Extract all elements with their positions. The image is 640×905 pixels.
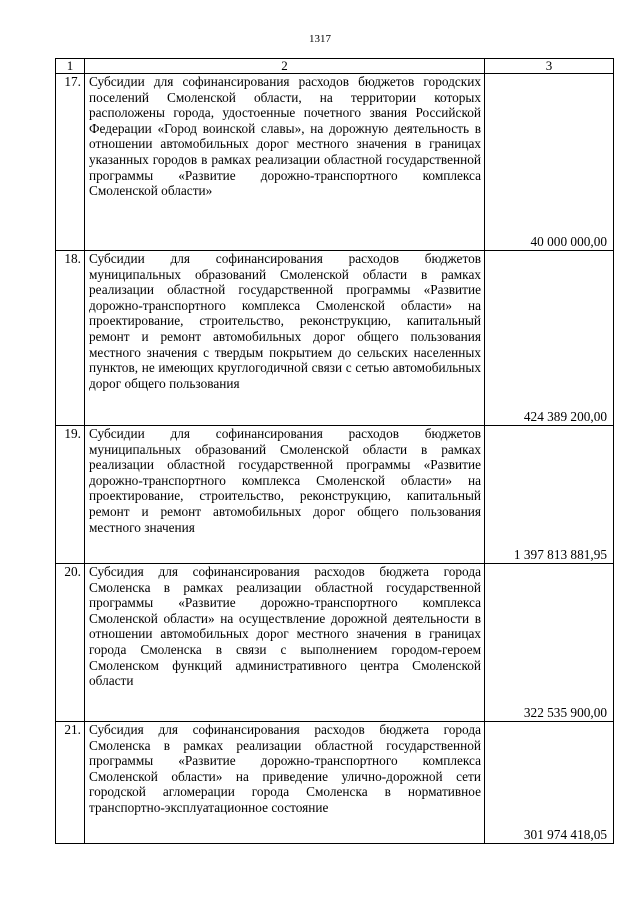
- row-number: 18.: [56, 251, 85, 426]
- budget-table: [55, 58, 614, 844]
- row-amount: 322 535 900,00: [485, 564, 614, 722]
- row-amount: 1 397 813 881,95: [485, 426, 614, 564]
- row-description: Субсидии для софинансирования расходов бюджетов муниципальных образований Смоленской области в рамках реализации областной государственной программы «Развитие дорожно-транспортного комплекса Смоленской области» на проектирование, строительство, реконструкцию, капитальный ремонт и ремонт автомобильных дорог общего пользования местного значения: [85, 426, 485, 564]
- table-row: [56, 426, 614, 564]
- column-header: 1: [56, 59, 85, 74]
- table-row: [56, 251, 614, 426]
- row-description: Субсидия для софинансирования расходов бюджета города Смоленска в рамках реализации областной государственной программы «Развитие дорожно-транспортного комплекса Смоленской области» на приведение улично-дорожной сети городской агломерации города Смоленска в нормативное транспортно-эксплуатационное состояние: [85, 722, 485, 844]
- row-description: Субсидии для софинансирования расходов бюджетов муниципальных образований Смоленской области в рамках реализации областной государственной программы «Развитие дорожно-транспортного комплекса Смоленской области» на проектирование, строительство, реконструкцию, капитальный ремонт и ремонт автомобильных дорог общего пользования местного значения с твердым покрытием до сельских населенных пунктов, не имеющих круглогодичной связи с сетью автомобильных дорог общего пользования: [85, 251, 485, 426]
- row-amount: 40 000 000,00: [485, 74, 614, 251]
- row-number: 17.: [56, 74, 85, 251]
- row-description: Субсидия для софинансирования расходов бюджета города Смоленска в рамках реализации областной государственной программы «Развитие дорожно-транспортного комплекса Смоленской области» на осуществление дорожной деятельности в отношении автомобильных дорог местного значения в границах города Смоленска в связи с выполнением городом-героем Смоленском функций административного центра Смоленской области: [85, 564, 485, 722]
- column-header: 3: [485, 59, 614, 74]
- row-description: Субсидии для софинансирования расходов бюджетов городских поселений Смоленской области, на территории которых расположены города, удостоенные почетного звания Российской Федерации «Город воинской славы», на дорожную деятельность в отношении автомобильных дорог местного значения в границах указанных городов в рамках реализации областной государственной программы «Развитие дорожно-транспортного комплекса Смоленской области»: [85, 74, 485, 251]
- row-amount: 424 389 200,00: [485, 251, 614, 426]
- row-number: 19.: [56, 426, 85, 564]
- table-row: [56, 74, 614, 251]
- table-header-row: [56, 59, 614, 74]
- page-number: 1317: [309, 33, 331, 45]
- row-number: 21.: [56, 722, 85, 844]
- column-header: 2: [85, 59, 485, 74]
- row-number: 20.: [56, 564, 85, 722]
- table-row: [56, 722, 614, 844]
- table-row: [56, 564, 614, 722]
- row-amount: 301 974 418,05: [485, 722, 614, 844]
